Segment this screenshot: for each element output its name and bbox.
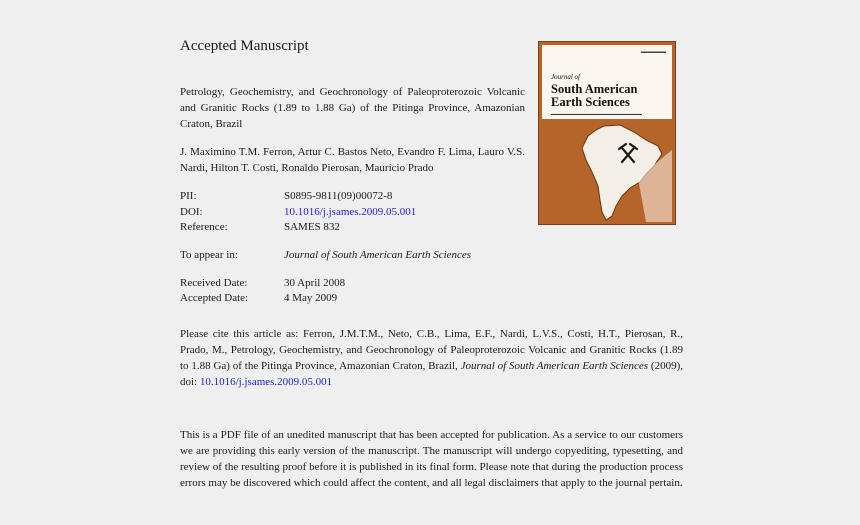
doi-label: DOI:	[180, 206, 203, 218]
received-row	[180, 275, 345, 291]
reference-row	[180, 219, 340, 235]
citation-journal: Journal of South American Earth Sciences	[460, 360, 649, 372]
received-date: 30 April 2008	[284, 277, 346, 289]
cover-title-panel	[542, 45, 672, 119]
page-heading: Accepted Manuscript	[180, 38, 309, 54]
to-appear-label: To appear in:	[180, 249, 238, 261]
citation-text: Please cite this article as: Ferron, J.M.T.M., Neto, C.B., Lima, E.F., Nardi, L.V.S., Costi, H.T., Pierosan, R., Prado, M., Petrology, Geochemistry, and Geochronology of Paleoproterozoic Volcanic and Granitic Rocks (1.89 to 1.88 Ga) of the Pitinga Province, Amazonian Craton, Brazil,	[180, 328, 683, 372]
journal-name: Journal of South American Earth Sciences	[284, 249, 472, 261]
citation-year: (2009), doi:	[180, 360, 683, 388]
pii-label: PII:	[180, 190, 197, 202]
accepted-label: Accepted Date:	[180, 292, 249, 304]
citation-doi-link[interactable]: 10.1016/j.jsames.2009.05.001	[199, 376, 333, 388]
pii-row	[180, 188, 392, 204]
author-list: J. Maximino T.M. Ferron, Artur C. Bastos Neto, Evandro F. Lima, Lauro V.S. Nardi, Hilton T. Costi, Ronaldo Pierosan, Maurício Prado	[180, 146, 525, 174]
received-label: Received Date:	[180, 277, 248, 289]
citation-paragraph	[180, 326, 683, 390]
reference-label: Reference:	[180, 221, 228, 233]
disclaimer-paragraph: This is a PDF file of an unedited manuscript that has been accepted for publication. As a service to our customers we are providing this early version of the manuscript. The manuscript will undergo copyediting, typesetting, and review of the resulting proof before it is published in its final form. Please note that during the production process errors may be discovered which could affect the content, and all legal disclaimers that apply to the journal pertain.	[180, 429, 683, 489]
doi-link[interactable]: 10.1016/j.jsames.2009.05.001	[284, 206, 417, 218]
cover-journal-title	[551, 83, 637, 109]
cover-issn: ▬▬▬▬▬	[641, 49, 666, 55]
cover-title-line-1: South American	[551, 82, 638, 96]
reference-value: SAMES 832	[284, 221, 340, 233]
accepted-date: 4 May 2009	[284, 292, 338, 304]
to-appear-row	[180, 247, 471, 263]
cover-subtitle-fineprint: ▬▬▬▬▬▬▬▬▬▬▬▬▬▬▬▬▬▬▬▬▬▬▬▬▬▬	[551, 112, 642, 116]
cover-title-line-2: Earth Sciences	[551, 95, 630, 109]
doi-row	[180, 204, 416, 220]
south-america-map-icon	[542, 122, 672, 222]
accepted-row	[180, 290, 337, 306]
journal-cover-image	[538, 41, 676, 225]
article-title: Petrology, Geochemistry, and Geochronology of Paleoproterozoic Volcanic and Granitic Rocks (1.89 to 1.88 Ga) of the Pitinga Province, Amazonian Craton, Brazil	[180, 86, 525, 130]
pii-value: S0895-9811(09)00072-8	[284, 190, 393, 202]
cover-journal-of: Journal of	[551, 73, 580, 81]
